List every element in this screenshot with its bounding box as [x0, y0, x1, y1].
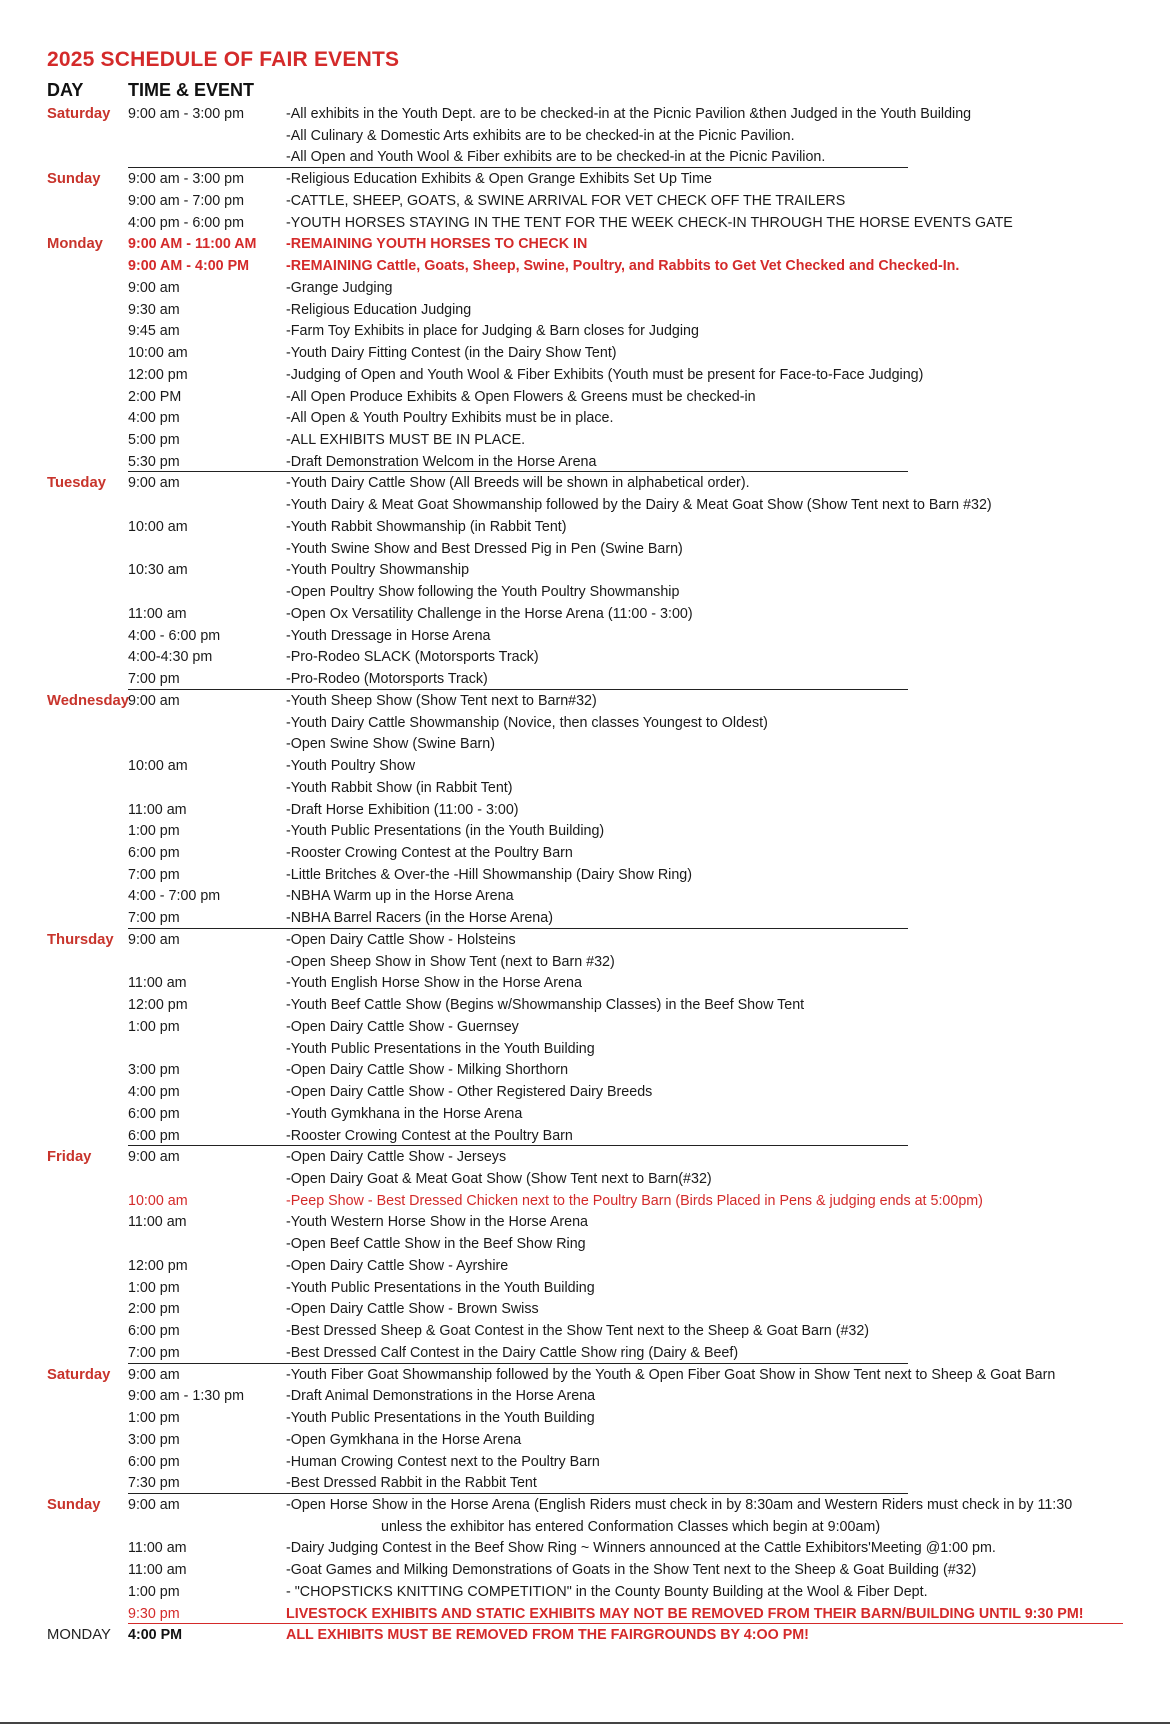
event-description: -All Open Produce Exhibits & Open Flowers & Greens must be checked-in — [286, 388, 756, 405]
event-description: -Grange Judging — [286, 279, 393, 296]
time-label: 10:00 am — [128, 345, 188, 362]
time-label: 9:00 am — [128, 1366, 180, 1383]
event-description: -Draft Demonstration Welcom in the Horse Arena — [286, 453, 597, 470]
time-label: 10:00 am — [128, 518, 188, 535]
schedule-row — [0, 1191, 1170, 1213]
schedule-row — [0, 387, 1170, 409]
event-description: -Youth Poultry Show — [286, 758, 416, 775]
schedule-row — [0, 1604, 1170, 1626]
time-label: 2:00 PM — [128, 388, 182, 405]
event-description: -Youth Poultry Showmanship — [286, 562, 470, 579]
time-label: 11:00 am — [128, 1214, 187, 1231]
time-label: 9:00 am - 3:00 pm — [128, 106, 245, 122]
event-description: -Youth Dairy Fitting Contest (in the Dairy Show Tent) — [286, 345, 617, 362]
time-label: 7:30 pm — [128, 1475, 180, 1492]
schedule-row — [0, 973, 1170, 995]
time-label: 10:30 am — [128, 562, 188, 579]
schedule-row — [0, 930, 1170, 952]
schedule-row — [0, 473, 1170, 495]
time-label: 11:00 am — [128, 801, 187, 818]
schedule-row — [0, 1060, 1170, 1082]
event-description: -Religious Education Exhibits & Open Grange Exhibits Set Up Time — [286, 171, 712, 188]
event-description: -YOUTH HORSES STAYING IN THE TENT FOR THE WEEK CHECK-IN THROUGH THE HORSE EVENTS GATE — [286, 214, 1013, 231]
event-description: -Youth Fiber Goat Showmanship followed by the Youth & Open Fiber Goat Show in Show Tent next to Sheep & Goat Barn — [286, 1366, 1056, 1383]
event-description: - "CHOPSTICKS KNITTING COMPETITION" in the County Bounty Building at the Wool & Fiber Dept. — [286, 1583, 928, 1600]
schedule-row — [0, 191, 1170, 213]
event-description: -Open Dairy Goat & Meat Goat Show (Show Tent next to Barn(#32) — [286, 1170, 712, 1187]
schedule-row — [0, 1538, 1170, 1560]
time-label: 5:00 pm — [128, 432, 180, 449]
schedule-title: 2025 SCHEDULE OF FAIR EVENTS — [47, 48, 400, 71]
event-description: -REMAINING Cattle, Goats, Sheep, Swine, Poultry, and Rabbits to Get Vet Checked and Checked-In. — [286, 258, 960, 275]
event-description: -Open Dairy Cattle Show - Holsteins — [286, 931, 516, 948]
schedule-row — [0, 365, 1170, 387]
event-description: -Youth Rabbit Show (in Rabbit Tent) — [286, 779, 513, 796]
event-description: -Open Horse Show in the Horse Arena (English Riders must check in by 8:30am and Western Riders must check in by 11:30 — [286, 1497, 1073, 1513]
schedule-row — [0, 1126, 1170, 1148]
event-description: -Goat Games and Milking Demonstrations of Goats in the Show Tent next to the Sheep & Goat Building (#32) — [286, 1562, 977, 1579]
time-label: 9:00 am - 7:00 pm — [128, 192, 245, 209]
schedule-row — [0, 626, 1170, 648]
time-label: 6:00 pm — [128, 1127, 180, 1144]
time-label: 9:00 am — [128, 692, 180, 709]
schedule-row — [0, 952, 1170, 974]
event-description: -All Open and Youth Wool & Fiber exhibits are to be checked-in at the Picnic Pavilion. — [286, 149, 826, 166]
day-label: Monday — [47, 236, 103, 253]
time-label: 7:00 pm — [128, 910, 180, 927]
event-description: unless the exhibitor has entered Conformation Classes which begin at 9:00am) — [381, 1518, 881, 1535]
day-label: MONDAY — [47, 1627, 111, 1644]
event-description: -Open Ox Versatility Challenge in the Horse Arena (11:00 - 3:00) — [286, 605, 693, 622]
schedule-row — [0, 1212, 1170, 1234]
time-label: 1:00 pm — [128, 1279, 180, 1296]
event-description: -Open Dairy Cattle Show - Jerseys — [286, 1149, 507, 1166]
event-description: -Draft Horse Exhibition (11:00 - 3:00) — [286, 801, 519, 818]
time-label: 9:00 am — [128, 931, 180, 948]
schedule-row — [0, 408, 1170, 430]
time-event-column-header: TIME & EVENT — [128, 80, 255, 100]
time-label: 4:00 - 6:00 pm — [128, 627, 221, 644]
event-description: -Open Beef Cattle Show in the Beef Show Ring — [286, 1236, 586, 1253]
time-label: 5:30 pm — [128, 453, 180, 470]
time-label: 1:00 pm — [128, 1410, 180, 1427]
schedule-row — [0, 800, 1170, 822]
time-label: 7:00 pm — [128, 671, 180, 688]
schedule-row — [0, 278, 1170, 300]
time-label: 11:00 am — [128, 1562, 187, 1579]
schedule-row — [0, 300, 1170, 322]
schedule-row — [0, 452, 1170, 474]
time-label: 2:00 pm — [128, 1301, 180, 1318]
schedule-row — [0, 1169, 1170, 1191]
event-description: -All Culinary & Domestic Arts exhibits are to be checked-in at the Picnic Pavilion. — [286, 127, 795, 144]
time-label: 9:00 am — [128, 475, 180, 492]
schedule-row — [0, 778, 1170, 800]
schedule-row — [0, 865, 1170, 887]
event-description: -Youth Dairy & Meat Goat Showmanship followed by the Dairy & Meat Goat Show (Show Tent next to Barn #32) — [286, 497, 992, 514]
event-description: -Best Dressed Calf Contest in the Dairy Cattle Show ring (Dairy & Beef) — [286, 1344, 739, 1361]
schedule-row — [0, 821, 1170, 843]
event-description: -Youth Sheep Show (Show Tent next to Barn#32) — [286, 692, 597, 709]
schedule-row — [0, 843, 1170, 865]
schedule-row — [0, 1082, 1170, 1104]
day-label: Thursday — [47, 931, 114, 948]
day-column-header: DAY — [47, 80, 84, 100]
time-label: 11:00 am — [128, 975, 187, 992]
event-description: -ALL EXHIBITS MUST BE IN PLACE. — [286, 432, 526, 449]
schedule-row — [0, 147, 1170, 169]
event-description: -Judging of Open and Youth Wool & Fiber Exhibits (Youth must be present for Face-to-Face Judging) — [286, 366, 924, 383]
time-label: 12:00 pm — [128, 366, 188, 383]
time-label: 9:00 am - 1:30 pm — [128, 1388, 245, 1405]
schedule-row — [0, 647, 1170, 669]
schedule-row — [0, 1234, 1170, 1256]
time-label: 9:30 am — [128, 301, 180, 318]
event-description: -Religious Education Judging — [286, 301, 472, 318]
time-label: 12:00 pm — [128, 1257, 188, 1274]
schedule-row — [0, 1560, 1170, 1582]
time-label: 1:00 pm — [128, 823, 180, 840]
schedule-row — [0, 1256, 1170, 1278]
event-description: -NBHA Barrel Racers (in the Horse Arena) — [286, 910, 553, 927]
schedule-row — [0, 908, 1170, 930]
event-description: -Youth Dressage in Horse Arena — [286, 627, 491, 644]
schedule-row — [0, 1625, 1170, 1647]
schedule-row — [0, 560, 1170, 582]
event-description: -Youth Swine Show and Best Dressed Pig in Pen (Swine Barn) — [286, 540, 683, 557]
schedule-row — [0, 1495, 1170, 1517]
schedule-row — [0, 734, 1170, 756]
day-label: Saturday — [47, 1366, 111, 1383]
schedule-row — [0, 669, 1170, 691]
schedule-row — [0, 517, 1170, 539]
time-label: 7:00 pm — [128, 866, 180, 883]
time-label: 10:00 am — [128, 1192, 188, 1209]
schedule-row — [0, 1430, 1170, 1452]
schedule-row — [0, 213, 1170, 235]
event-description: -CATTLE, SHEEP, GOATS, & SWINE ARRIVAL FOR VET CHECK OFF THE TRAILERS — [286, 192, 846, 209]
schedule-row — [0, 1452, 1170, 1474]
schedule-row — [0, 495, 1170, 517]
time-label: 6:00 pm — [128, 844, 180, 861]
schedule-row — [0, 256, 1170, 278]
event-description: -Open Dairy Cattle Show - Other Registered Dairy Breeds — [286, 1084, 653, 1101]
schedule-row — [0, 604, 1170, 626]
time-label: 7:00 pm — [128, 1344, 180, 1361]
event-description: -Open Dairy Cattle Show - Milking Shorthorn — [286, 1062, 569, 1079]
day-label: Tuesday — [47, 475, 106, 492]
event-description: -REMAINING YOUTH HORSES TO CHECK IN — [286, 236, 588, 253]
schedule-row — [0, 1147, 1170, 1169]
event-description: -Open Swine Show (Swine Barn) — [286, 736, 495, 753]
time-label: 3:00 pm — [128, 1431, 180, 1448]
event-description: -Open Sheep Show in Show Tent (next to Barn #32) — [286, 953, 615, 970]
event-description: -Open Dairy Cattle Show - Ayrshire — [286, 1257, 509, 1274]
event-description: -Open Poultry Show following the Youth Poultry Showmanship — [286, 584, 680, 601]
schedule-row — [0, 756, 1170, 778]
event-description: -Rooster Crowing Contest at the Poultry Barn — [286, 844, 573, 861]
time-label: 9:00 am — [128, 279, 180, 296]
event-description: -All exhibits in the Youth Dept. are to be checked-in at the Picnic Pavilion &then Judged in the Youth Building — [286, 106, 972, 122]
schedule-row — [0, 343, 1170, 365]
event-description: LIVESTOCK EXHIBITS AND STATIC EXHIBITS MAY NOT BE REMOVED FROM THEIR BARN/BUILDING UNTIL 9:30 PM! — [286, 1605, 1084, 1622]
event-description: -Best Dressed Sheep & Goat Contest in the Show Tent next to the Sheep & Goat Barn (#32) — [286, 1323, 870, 1340]
event-description: -Human Crowing Contest next to the Poultry Barn — [286, 1453, 600, 1470]
event-description: -Youth Public Presentations (in the Youth Building) — [286, 823, 605, 840]
event-description: -All Open & Youth Poultry Exhibits must be in place. — [286, 410, 614, 427]
time-label: 12:00 pm — [128, 997, 188, 1014]
event-description: -Farm Toy Exhibits in place for Judging & Barn closes for Judging — [286, 323, 699, 340]
event-description: -Youth Public Presentations in the Youth Building — [286, 1279, 595, 1296]
schedule-row — [0, 539, 1170, 561]
event-description: -Youth Western Horse Show in the Horse Arena — [286, 1214, 588, 1231]
event-description: -Little Britches & Over-the -Hill Showmanship (Dairy Show Ring) — [286, 866, 693, 883]
event-description: -Youth English Horse Show in the Horse Arena — [286, 975, 582, 992]
event-description: -Open Gymkhana in the Horse Arena — [286, 1431, 522, 1448]
event-description: -Pro-Rodeo SLACK (Motorsports Track) — [286, 649, 539, 666]
schedule-row — [0, 430, 1170, 452]
schedule-row — [0, 104, 1170, 126]
time-label: 6:00 pm — [128, 1453, 180, 1470]
schedule-row — [0, 1321, 1170, 1343]
event-description: -Peep Show - Best Dressed Chicken next to the Poultry Barn (Birds Placed in Pens & judging ends at 5:00pm) — [286, 1192, 983, 1209]
event-description: -Open Dairy Cattle Show - Guernsey — [286, 1018, 519, 1035]
schedule-row — [0, 1017, 1170, 1039]
schedule-row — [0, 1365, 1170, 1387]
event-description: -Youth Dairy Cattle Show (All Breeds will be shown in alphabetical order). — [286, 475, 750, 492]
schedule-row — [0, 886, 1170, 908]
schedule-row — [0, 1517, 1170, 1539]
time-label: 9:00 AM - 4:00 PM — [128, 258, 250, 275]
event-description: -Best Dressed Rabbit in the Rabbit Tent — [286, 1475, 537, 1492]
event-description: -Youth Dairy Cattle Showmanship (Novice, then classes Youngest to Oldest) — [286, 714, 768, 731]
schedule-row — [0, 1039, 1170, 1061]
event-description: -Youth Gymkhana in the Horse Arena — [286, 1105, 523, 1122]
day-label: Friday — [47, 1149, 92, 1166]
time-label: 3:00 pm — [128, 1062, 180, 1079]
event-description: ALL EXHIBITS MUST BE REMOVED FROM THE FAIRGROUNDS BY 4:OO PM! — [286, 1627, 809, 1644]
event-description: -Open Dairy Cattle Show - Brown Swiss — [286, 1301, 539, 1318]
schedule-rows — [0, 104, 1170, 1647]
time-label: 11:00 am — [128, 605, 187, 622]
bottom-divider — [0, 1722, 1170, 1724]
schedule-row — [0, 234, 1170, 256]
event-description: -Youth Public Presentations in the Youth Building — [286, 1410, 595, 1427]
schedule-row — [0, 1408, 1170, 1430]
schedule-row — [0, 169, 1170, 191]
schedule-row — [0, 1299, 1170, 1321]
event-description: -Rooster Crowing Contest at the Poultry Barn — [286, 1127, 573, 1144]
schedule-row — [0, 582, 1170, 604]
time-label: 1:00 pm — [128, 1583, 180, 1600]
time-label: 4:00 pm — [128, 1084, 180, 1101]
schedule-row — [0, 1343, 1170, 1365]
time-label: 9:00 am — [128, 1497, 180, 1513]
time-label: 4:00 - 7:00 pm — [128, 888, 221, 905]
time-label: 9:30 pm — [128, 1605, 180, 1622]
event-description: -Draft Animal Demonstrations in the Horse Arena — [286, 1388, 596, 1405]
time-label: 11:00 am — [128, 1540, 187, 1557]
schedule-row — [0, 995, 1170, 1017]
schedule-row — [0, 1582, 1170, 1604]
time-label: 9:00 am - 3:00 pm — [128, 171, 245, 188]
schedule-row — [0, 321, 1170, 343]
time-label: 6:00 pm — [128, 1323, 180, 1340]
time-label: 1:00 pm — [128, 1018, 180, 1035]
event-description: -Youth Beef Cattle Show (Begins w/Showmanship Classes) in the Beef Show Tent — [286, 997, 805, 1014]
event-description: -Youth Public Presentations in the Youth Building — [286, 1040, 595, 1057]
event-description: -Pro-Rodeo (Motorsports Track) — [286, 671, 488, 688]
schedule-row — [0, 1104, 1170, 1126]
time-label: 9:45 am — [128, 323, 180, 340]
schedule-row — [0, 1278, 1170, 1300]
schedule-row — [0, 1386, 1170, 1408]
time-label: 4:00 pm — [128, 410, 180, 427]
day-label: Wednesday — [47, 692, 129, 709]
time-label: 10:00 am — [128, 758, 188, 775]
event-description: -Dairy Judging Contest in the Beef Show Ring ~ Winners announced at the Cattle Exhibitors'Meeting @1:00 pm. — [286, 1540, 996, 1557]
schedule-row — [0, 126, 1170, 148]
schedule-row — [0, 713, 1170, 735]
event-description: -NBHA Warm up in the Horse Arena — [286, 888, 514, 905]
time-label: 6:00 pm — [128, 1105, 180, 1122]
time-label: 9:00 AM - 11:00 AM — [128, 236, 257, 253]
time-label: 4:00 PM — [128, 1627, 183, 1644]
day-label: Sunday — [47, 171, 101, 188]
schedule-row — [0, 1473, 1170, 1495]
time-label: 4:00 pm - 6:00 pm — [128, 214, 245, 231]
schedule-row — [0, 691, 1170, 713]
time-label: 4:00-4:30 pm — [128, 649, 213, 666]
time-label: 9:00 am — [128, 1149, 180, 1166]
day-label: Saturday — [47, 106, 111, 122]
day-label: Sunday — [47, 1497, 101, 1513]
event-description: -Youth Rabbit Showmanship (in Rabbit Tent) — [286, 518, 567, 535]
